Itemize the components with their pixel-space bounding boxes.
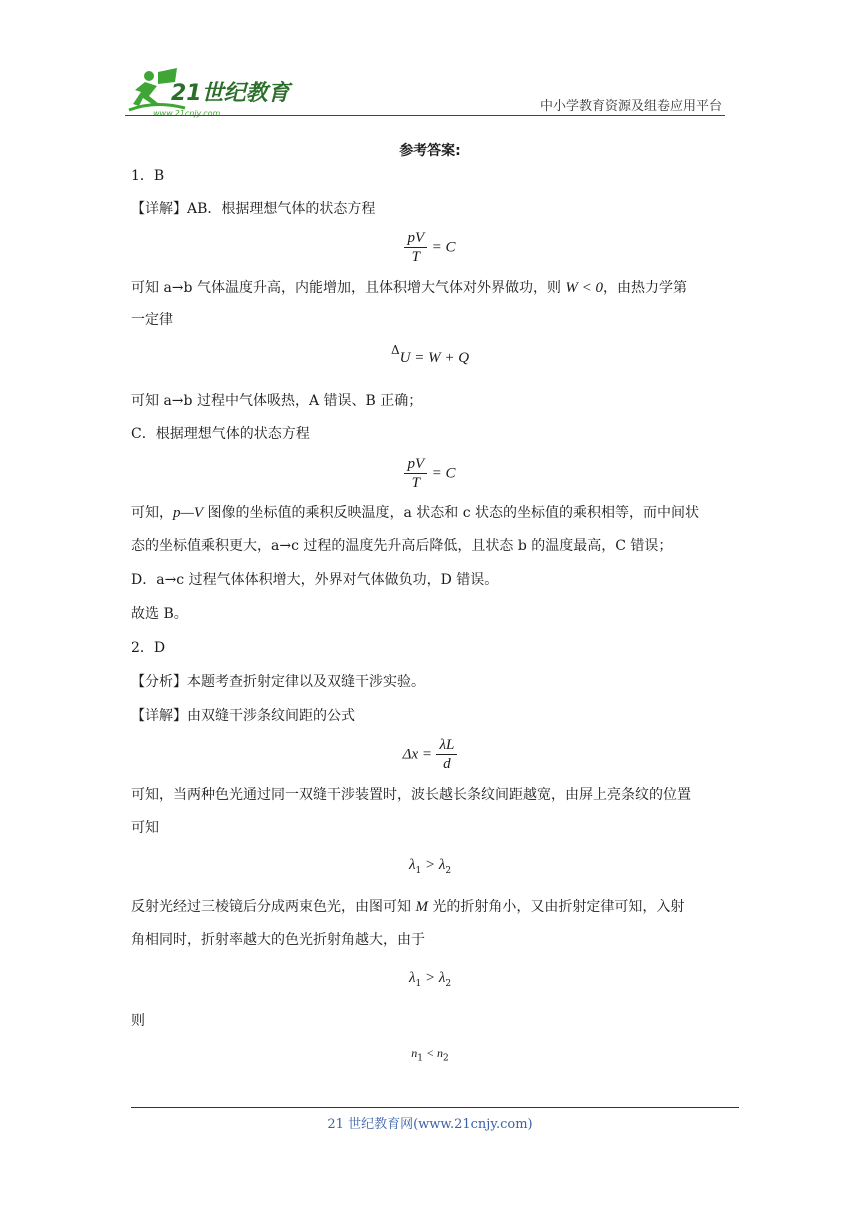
logo-url-text: www.21cnjy.com xyxy=(153,109,221,118)
logo-runner-icon xyxy=(125,66,305,122)
q1-detail-8: D．a→c 过程气体体积增大，外界对气体做负功，D 错误。 xyxy=(131,572,499,588)
q1-detail-9: 故选 B。 xyxy=(131,606,188,622)
fraction: $\frac{\lambda L}{d}$ xyxy=(436,736,457,773)
q2-analysis: 【分析】本题考查折射定律以及双缝干涉实验。 xyxy=(131,674,425,690)
q2-detail-3: 可知 xyxy=(131,820,159,836)
q1-detail-2: 可知 a→b 气体温度升高，内能增加，且体积增大气体对外界做功，则 W < 0，由热力学第 xyxy=(131,280,688,296)
q2-detail-2: 可知，当两种色光通过同一双缝干涉装置时，波长越长条纹间距越宽，由屏上亮条纹的位置 xyxy=(131,787,691,803)
q1-equation-2: ΔU = W + Q xyxy=(390,343,470,366)
q1-answer: 1．B xyxy=(131,168,165,184)
footer-divider xyxy=(131,1107,739,1108)
q2-detail-6: 则 xyxy=(131,1013,145,1029)
q1-equation-3: $\frac{pV}{T}$ = C xyxy=(0,455,860,492)
q2-equation-2: $\lambda_1 > \lambda_2$ xyxy=(408,857,452,876)
footer-link[interactable]: 21 世纪教育网(www.21cnjy.com) xyxy=(327,1117,533,1132)
logo-text: 21世纪教育 xyxy=(171,81,290,106)
q2-answer: 2．D xyxy=(131,640,166,656)
q1-detail-1: 【详解】AB．根据理想气体的状态方程 xyxy=(131,201,376,217)
fraction: $\frac{pV}{T}$ xyxy=(404,455,427,492)
q2-equation-1: Δx = $\frac{\lambda L}{d}$ xyxy=(0,736,860,773)
q1-detail-5: C．根据理想气体的状态方程 xyxy=(131,426,310,442)
q1-detail-3: 一定律 xyxy=(131,312,173,328)
q1-detail-6: 可知，p—V 图像的坐标值的乘积反映温度，a 状态和 c 状态的坐标值的乘积相等，而中间状 xyxy=(131,505,699,521)
q2-equation-3: $\lambda_1 > \lambda_2$ xyxy=(408,970,452,989)
site-logo[interactable] xyxy=(125,66,305,122)
header-divider xyxy=(125,115,725,116)
q1-detail-7: 态的坐标值乘积更大，a→c 过程的温度先升高后降低，且状态 b 的温度最高，C 错误； xyxy=(131,538,673,554)
q2-equation-4: $n_1 < n_2$ xyxy=(411,1046,449,1064)
fraction: $\frac{pV}{T}$ xyxy=(404,229,427,266)
q1-equation-1: $\frac{pV}{T}$ = C xyxy=(0,229,860,266)
q2-detail-5: 角相同时，折射率越大的色光折射角越大，由于 xyxy=(131,932,425,948)
q2-detail-1: 【详解】由双缝干涉条纹间距的公式 xyxy=(131,708,355,724)
q2-detail-4: 反射光经过三棱镜后分成两束色光，由图可知 M 光的折射角小，又由折射定律可知，入射 xyxy=(131,899,685,915)
header-platform-text: 中小学教育资源及组卷应用平台 xyxy=(540,99,723,114)
page-title: 参考答案: xyxy=(399,143,461,159)
q1-detail-4: 可知 a→b 过程中气体吸热，A 错误、B 正确； xyxy=(131,393,423,409)
